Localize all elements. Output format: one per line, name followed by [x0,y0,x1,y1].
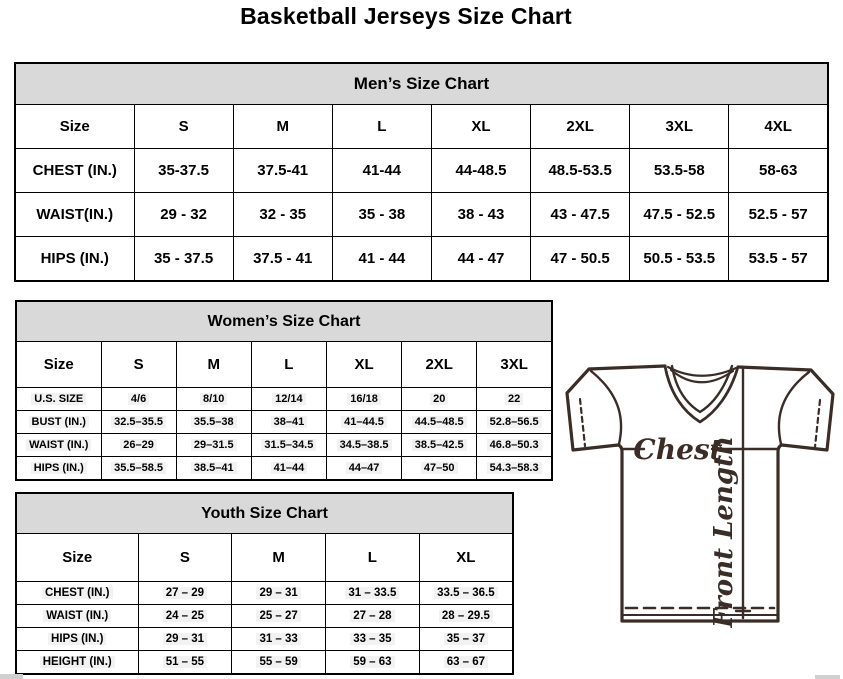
table-row [16,582,513,605]
cell [419,582,513,605]
youth-table-title: Youth Size Chart [16,493,513,534]
cell [419,605,513,628]
cell [176,411,251,434]
cell-text: 24 – 25 [163,610,207,622]
cell: 52.5 - 57 [729,193,828,237]
row-label-text: HEIGHT (IN.) [40,656,115,668]
cell [176,434,251,457]
table-row [16,628,513,651]
cell-text: 44.5–48.5 [412,416,467,428]
row-label [16,651,138,675]
col-header: 3XL [477,342,552,388]
row-label [16,457,101,481]
cell-text: 35.5–38 [191,416,237,428]
cell [138,628,232,651]
table-row [16,388,552,411]
mens-header-row [15,105,828,149]
table-row [16,434,552,457]
cell [232,605,326,628]
col-header: M [176,342,251,388]
row-label-text: WAIST (IN.) [43,610,111,622]
col-header: Size [16,534,138,582]
cell [477,411,552,434]
table-row [15,149,828,193]
cell: 38 - 43 [431,193,530,237]
jersey-outline [567,366,833,621]
cell-text: 52.8–56.5 [487,416,542,428]
row-label-text: HIPS (IN.) [48,633,106,645]
row-label: HIPS (IN.) [15,237,134,282]
cell [326,605,420,628]
table-row [16,457,552,481]
col-header: XL [326,342,401,388]
cell: 58-63 [729,149,828,193]
cell [402,434,477,457]
row-label [16,628,138,651]
cell-text: 32.5–35.5 [111,416,166,428]
cell [138,605,232,628]
cuff-dashed-line-right [815,400,820,447]
cell-text: 20 [430,393,448,405]
cell: 41-44 [332,149,431,193]
cell [251,434,326,457]
cell-text: 27 – 29 [163,587,207,599]
cell: 50.5 - 53.5 [630,237,729,282]
cell [176,388,251,411]
col-header: L [326,534,420,582]
row-label-text: CHEST (IN.) [42,587,113,599]
row-label: CHEST (IN.) [15,149,134,193]
cell: 53.5-58 [630,149,729,193]
cell: 32 - 35 [233,193,332,237]
cell [477,434,552,457]
cell-text: 4/6 [128,393,149,405]
cell: 47.5 - 52.5 [630,193,729,237]
cell-text: 8/10 [200,393,227,405]
armhole-seam-right [779,372,809,444]
cell [402,457,477,481]
cell: 47 - 50.5 [531,237,630,282]
cell [326,582,420,605]
col-header: S [138,534,232,582]
womens-size-chart-table [15,300,553,481]
col-header: Size [16,342,101,388]
row-label [16,434,101,457]
cell [232,582,326,605]
cell-text: 33 – 35 [350,633,394,645]
cell [402,388,477,411]
row-label [16,582,138,605]
cell [232,628,326,651]
col-header: S [101,342,176,388]
cell-text: 33.5 – 36.5 [434,587,498,599]
table-row [16,605,513,628]
cell: 44-48.5 [431,149,530,193]
row-label-text: BUST (IN.) [29,416,89,428]
cell-text: 27 – 28 [350,610,394,622]
cell [419,628,513,651]
table-title-row [16,301,552,342]
womens-table-title: Women’s Size Chart [16,301,552,342]
cell: 41 - 44 [332,237,431,282]
cell-text: 55 – 59 [256,656,300,668]
cell: 43 - 47.5 [531,193,630,237]
cell-text: 46.8–50.3 [487,439,542,451]
row-label-text: HIPS (IN.) [31,462,87,474]
col-header: L [332,105,431,149]
row-label [16,605,138,628]
col-header: L [251,342,326,388]
cell: 35-37.5 [134,149,233,193]
cell: 37.5-41 [233,149,332,193]
cell-text: 41–44.5 [341,416,387,428]
cell-text: 38.5–42.5 [412,439,467,451]
cell [326,628,420,651]
cell [176,457,251,481]
cell-text: 12/14 [272,393,306,405]
col-header: M [233,105,332,149]
cell-text: 54.3–58.3 [487,462,542,474]
cell-text: 34.5–38.5 [337,439,392,451]
cell [477,388,552,411]
col-header: M [232,534,326,582]
cell-text: 31.5–34.5 [261,439,316,451]
table-row [16,651,513,675]
cell-text: 31 – 33 [256,633,300,645]
table-title-row [16,493,513,534]
ui-fragment-left [0,674,23,679]
youth-header-row [16,534,513,582]
cell [101,457,176,481]
cell-text: 29–31.5 [191,439,237,451]
cell [402,411,477,434]
table-row [15,193,828,237]
mens-table-title: Men’s Size Chart [15,63,828,105]
col-header: XL [419,534,513,582]
cell: 37.5 - 41 [233,237,332,282]
cell [138,651,232,675]
cell-text: 35 – 37 [444,633,488,645]
cell [101,388,176,411]
col-header: XL [431,105,530,149]
col-header: S [134,105,233,149]
col-header: 2XL [531,105,630,149]
cell-text: 51 – 55 [163,656,207,668]
jersey-measurement-diagram [556,360,843,628]
cuff-dashed-line-left [580,399,585,446]
cell [101,411,176,434]
cell-text: 38.5–41 [191,462,237,474]
cell-text: 44–47 [346,462,383,474]
cell [251,457,326,481]
cell [251,411,326,434]
cell: 35 - 38 [332,193,431,237]
cell [232,651,326,675]
cell: 35 - 37.5 [134,237,233,282]
cell-text: 26–29 [120,439,157,451]
cell [138,582,232,605]
chest-label: Chest [633,433,723,466]
womens-header-row [16,342,552,388]
col-header: 2XL [402,342,477,388]
cell-text: 35.5–58.5 [111,462,166,474]
table-row [15,237,828,282]
col-header: 4XL [729,105,828,149]
row-label: WAIST(IN.) [15,193,134,237]
cell: 48.5-53.5 [531,149,630,193]
table-title-row [15,63,828,105]
cell [101,434,176,457]
cell-text: 16/18 [347,393,381,405]
cell: 44 - 47 [431,237,530,282]
cell [477,457,552,481]
row-label-text: WAIST (IN.) [26,439,91,451]
col-header: 3XL [630,105,729,149]
cell-text: 63 – 67 [444,656,488,668]
cell [326,457,401,481]
cell-text: 29 – 31 [163,633,207,645]
row-label [16,411,101,434]
row-label [16,388,101,411]
cell-text: 31 – 33.5 [345,587,399,599]
front-length-label: Front Length [709,436,739,628]
cell [326,651,420,675]
cell-text: 22 [505,393,523,405]
cell-text: 25 – 27 [256,610,300,622]
armhole-seam-left [591,371,621,444]
cell: 29 - 32 [134,193,233,237]
cell-text: 41–44 [271,462,308,474]
youth-size-chart-table [15,492,514,675]
cell-text: 28 – 29.5 [439,610,493,622]
cell-text: 47–50 [421,462,458,474]
row-label-text: U.S. SIZE [31,393,86,405]
cell: 53.5 - 57 [729,237,828,282]
mens-size-chart-table [14,62,829,282]
cell [326,388,401,411]
cell-text: 38–41 [271,416,308,428]
cell-text: 59 – 63 [350,656,394,668]
cell [419,651,513,675]
col-header: Size [15,105,134,149]
cell [251,388,326,411]
ui-fragment-right [815,675,840,679]
cell [326,434,401,457]
page-title: Basketball Jerseys Size Chart [240,3,572,29]
cell-text: 29 – 31 [256,587,300,599]
table-row [16,411,552,434]
cell [326,411,401,434]
